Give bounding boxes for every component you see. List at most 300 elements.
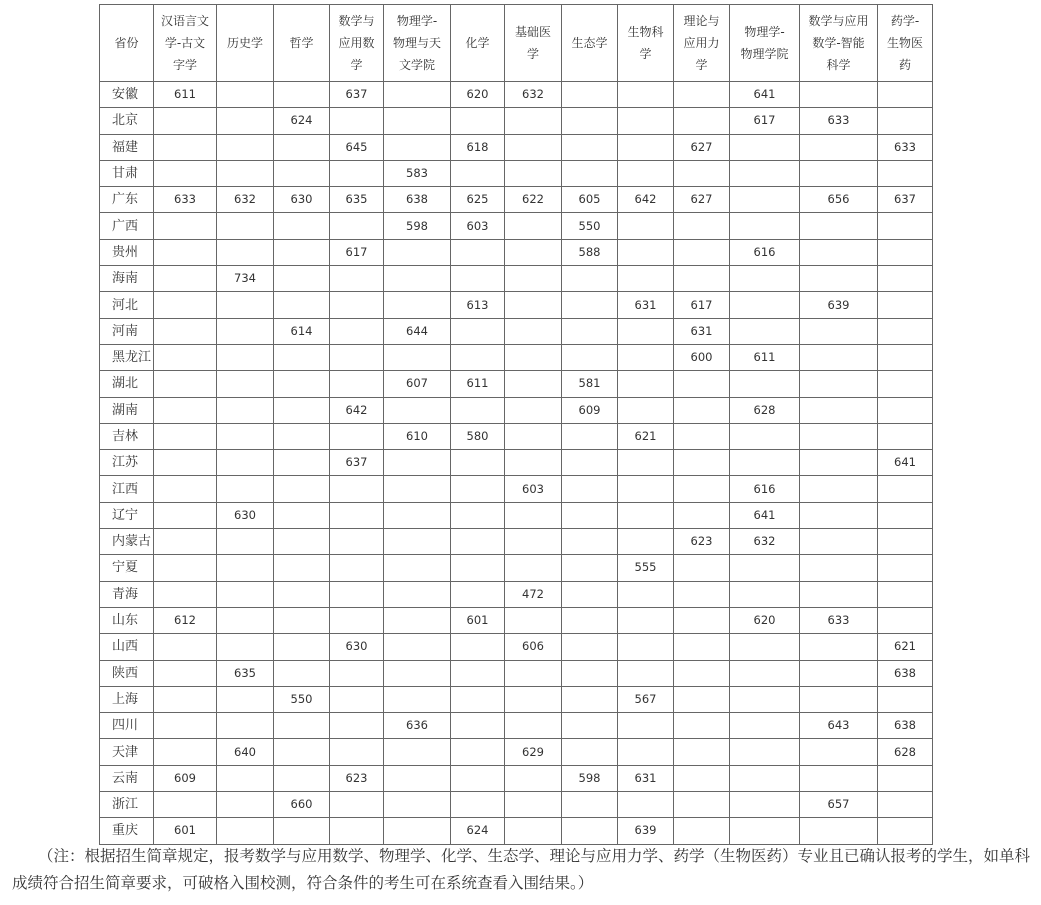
score-cell: 630 [217, 502, 274, 528]
score-cell [618, 213, 674, 239]
score-cell: 623 [674, 529, 730, 555]
column-header: 哲学 [274, 5, 330, 82]
score-cell: 550 [274, 686, 330, 712]
score-cell [330, 344, 384, 370]
score-cell [451, 160, 505, 186]
score-cell [330, 529, 384, 555]
score-cell [618, 660, 674, 686]
score-cell [274, 423, 330, 449]
score-cell: 641 [730, 82, 800, 108]
score-cell [384, 634, 451, 660]
score-cell [730, 450, 800, 476]
score-cell: 601 [154, 818, 217, 844]
score-cell: 631 [618, 765, 674, 791]
province-cell: 吉林 [100, 423, 154, 449]
score-cell [618, 713, 674, 739]
score-cell [154, 134, 217, 160]
score-cell [274, 239, 330, 265]
score-cell [562, 634, 618, 660]
table-row [100, 160, 933, 186]
score-cell [154, 266, 217, 292]
score-cell: 607 [384, 371, 451, 397]
score-cell [505, 765, 562, 791]
score-cell [505, 292, 562, 318]
score-cell: 633 [800, 108, 878, 134]
score-cell: 630 [274, 187, 330, 213]
table-row [100, 239, 933, 265]
score-cell [154, 529, 217, 555]
score-cell [674, 713, 730, 739]
score-cell: 628 [730, 397, 800, 423]
score-cell [384, 686, 451, 712]
table-row [100, 82, 933, 108]
table-row [100, 739, 933, 765]
province-cell: 黑龙江 [100, 344, 154, 370]
score-cell [800, 134, 878, 160]
score-cell [384, 581, 451, 607]
table-row [100, 371, 933, 397]
score-cell [800, 502, 878, 528]
province-cell: 上海 [100, 686, 154, 712]
score-cell [800, 686, 878, 712]
score-cell [562, 108, 618, 134]
score-cell: 620 [451, 82, 505, 108]
score-cell [330, 713, 384, 739]
score-cell [330, 266, 384, 292]
score-cell [618, 476, 674, 502]
score-cell: 632 [730, 529, 800, 555]
score-cell [618, 581, 674, 607]
score-cell [217, 108, 274, 134]
table-row [100, 765, 933, 791]
score-cell [384, 660, 451, 686]
score-cell [505, 686, 562, 712]
column-header: 物理学- 物理学院 [730, 5, 800, 82]
score-cell [274, 371, 330, 397]
score-cell: 611 [451, 371, 505, 397]
score-cell [878, 476, 933, 502]
score-cell [384, 397, 451, 423]
score-cell [674, 686, 730, 712]
score-cell [800, 660, 878, 686]
province-cell: 海南 [100, 266, 154, 292]
score-cell [451, 108, 505, 134]
score-cell [562, 792, 618, 818]
score-cell [562, 713, 618, 739]
score-cell [674, 213, 730, 239]
score-cell [800, 213, 878, 239]
score-cell [878, 108, 933, 134]
score-cell: 600 [674, 344, 730, 370]
score-cell [674, 660, 730, 686]
score-cell: 631 [618, 292, 674, 318]
score-cell [730, 765, 800, 791]
score-cell [730, 660, 800, 686]
score-cell [562, 607, 618, 633]
score-cell [451, 713, 505, 739]
score-cell [451, 634, 505, 660]
score-cell [800, 239, 878, 265]
table-row [100, 686, 933, 712]
score-cell [330, 318, 384, 344]
score-cell [562, 818, 618, 844]
score-cell [330, 686, 384, 712]
score-cell [154, 686, 217, 712]
score-cell [330, 502, 384, 528]
score-cell: 622 [505, 187, 562, 213]
score-cell [878, 239, 933, 265]
score-cell [730, 818, 800, 844]
score-cell: 645 [330, 134, 384, 160]
score-cell: 632 [217, 187, 274, 213]
score-cell: 610 [384, 423, 451, 449]
score-cell [330, 213, 384, 239]
score-cell [154, 160, 217, 186]
score-cell [674, 82, 730, 108]
score-cell [505, 344, 562, 370]
score-cell [217, 371, 274, 397]
province-cell: 天津 [100, 739, 154, 765]
score-cell [878, 82, 933, 108]
score-cell: 639 [800, 292, 878, 318]
score-cell [618, 634, 674, 660]
score-cell [217, 476, 274, 502]
score-cell [217, 555, 274, 581]
score-cell [274, 450, 330, 476]
score-cell [674, 397, 730, 423]
province-cell: 辽宁 [100, 502, 154, 528]
score-cell [330, 476, 384, 502]
score-cell [217, 713, 274, 739]
score-cell [384, 555, 451, 581]
score-cell [274, 765, 330, 791]
score-cell [505, 607, 562, 633]
score-cell [618, 792, 674, 818]
score-cell: 625 [451, 187, 505, 213]
column-header: 理论与 应用力 学 [674, 5, 730, 82]
score-cell [618, 134, 674, 160]
score-cell [217, 818, 274, 844]
province-cell: 湖北 [100, 371, 154, 397]
column-header: 基础医 学 [505, 5, 562, 82]
score-cell [878, 213, 933, 239]
score-cell [674, 239, 730, 265]
score-cell [274, 82, 330, 108]
score-cell [384, 450, 451, 476]
score-cell [674, 581, 730, 607]
score-cell [800, 634, 878, 660]
score-cell [274, 397, 330, 423]
score-cell [730, 581, 800, 607]
province-cell: 江苏 [100, 450, 154, 476]
score-cell [618, 450, 674, 476]
table-row [100, 423, 933, 449]
score-cell [878, 318, 933, 344]
score-cell [217, 82, 274, 108]
column-header: 数学与 应用数 学 [330, 5, 384, 82]
score-cell [878, 529, 933, 555]
province-cell: 陕西 [100, 660, 154, 686]
column-header: 化学 [451, 5, 505, 82]
score-cell [800, 450, 878, 476]
score-cell [878, 818, 933, 844]
score-cell [878, 607, 933, 633]
score-cell [274, 660, 330, 686]
score-cell [505, 213, 562, 239]
score-cell [674, 476, 730, 502]
score-cell [274, 476, 330, 502]
score-cell [217, 581, 274, 607]
score-cell [384, 266, 451, 292]
score-cell [562, 476, 618, 502]
score-cell [878, 581, 933, 607]
score-cell [800, 529, 878, 555]
province-cell: 重庆 [100, 818, 154, 844]
score-cell: 580 [451, 423, 505, 449]
province-cell: 浙江 [100, 792, 154, 818]
score-cell [674, 739, 730, 765]
score-cell [274, 713, 330, 739]
score-cell [730, 423, 800, 449]
score-cell [562, 344, 618, 370]
province-cell: 贵州 [100, 239, 154, 265]
score-cell: 631 [674, 318, 730, 344]
province-cell: 山东 [100, 607, 154, 633]
score-cell [800, 765, 878, 791]
score-cell [217, 634, 274, 660]
table-row [100, 266, 933, 292]
score-cell [451, 450, 505, 476]
province-cell: 山西 [100, 634, 154, 660]
score-cell [274, 818, 330, 844]
score-cell [330, 555, 384, 581]
score-cell [217, 765, 274, 791]
score-cell [384, 765, 451, 791]
score-cell [154, 108, 217, 134]
score-cell [800, 423, 878, 449]
score-cell [154, 318, 217, 344]
table-header-row [100, 5, 933, 82]
table-body [100, 82, 933, 845]
score-cell [674, 108, 730, 134]
score-cell [274, 739, 330, 765]
score-cell: 628 [878, 739, 933, 765]
province-cell: 广东 [100, 187, 154, 213]
score-cell: 603 [451, 213, 505, 239]
score-cell [505, 160, 562, 186]
score-cell [154, 502, 217, 528]
score-cell [451, 502, 505, 528]
score-cell [730, 134, 800, 160]
score-cell [674, 634, 730, 660]
score-cell [878, 266, 933, 292]
score-cell: 612 [154, 607, 217, 633]
score-cell [730, 713, 800, 739]
column-header: 汉语言文 学-古文 字学 [154, 5, 217, 82]
score-cell [505, 713, 562, 739]
score-cell [674, 607, 730, 633]
score-cell [217, 134, 274, 160]
score-cell: 614 [274, 318, 330, 344]
score-cell [330, 792, 384, 818]
score-cell [505, 371, 562, 397]
table-row [100, 134, 933, 160]
score-cell [451, 765, 505, 791]
table-row [100, 502, 933, 528]
score-cell [730, 792, 800, 818]
score-cell [505, 792, 562, 818]
score-cell [800, 476, 878, 502]
score-cell [217, 239, 274, 265]
score-cell [505, 502, 562, 528]
score-cell [154, 792, 217, 818]
score-cell [154, 344, 217, 370]
score-cell: 643 [800, 713, 878, 739]
province-cell: 湖南 [100, 397, 154, 423]
score-cell [274, 502, 330, 528]
score-cell [562, 739, 618, 765]
score-cell [384, 818, 451, 844]
score-cell [800, 581, 878, 607]
score-cell: 617 [730, 108, 800, 134]
score-cell [330, 423, 384, 449]
score-cell [384, 82, 451, 108]
score-cell [505, 108, 562, 134]
score-cell: 550 [562, 213, 618, 239]
score-cell: 611 [730, 344, 800, 370]
footnote: （注：根据招生简章规定，报考数学与应用数学、物理学、化学、生态学、理论与应用力学、药学（生物医药）专业且已确认报考的学生，如单科成绩符合招生简章要求，可破格入围校测，符合条件的考生可在系统查看入围结果。） [12, 847, 1031, 892]
score-cell [330, 607, 384, 633]
score-cell [562, 82, 618, 108]
score-cell [800, 318, 878, 344]
table-row [100, 555, 933, 581]
score-cell: 627 [674, 187, 730, 213]
score-cell: 657 [800, 792, 878, 818]
score-cell [330, 660, 384, 686]
score-cell [274, 160, 330, 186]
score-cell [505, 134, 562, 160]
score-cell [618, 108, 674, 134]
score-cell [505, 266, 562, 292]
score-cell [800, 555, 878, 581]
score-cell [384, 792, 451, 818]
score-cell [505, 423, 562, 449]
score-cell [674, 792, 730, 818]
score-cell [800, 818, 878, 844]
province-cell: 河北 [100, 292, 154, 318]
score-cell: 623 [330, 765, 384, 791]
score-cell [451, 239, 505, 265]
score-cell [154, 450, 217, 476]
score-cell [878, 792, 933, 818]
score-cell: 635 [217, 660, 274, 686]
score-cell [451, 344, 505, 370]
score-cell [562, 581, 618, 607]
score-cell [154, 713, 217, 739]
score-cell [800, 160, 878, 186]
score-cell [330, 108, 384, 134]
score-cell [800, 82, 878, 108]
score-cell [618, 607, 674, 633]
score-cell [274, 607, 330, 633]
province-cell: 江西 [100, 476, 154, 502]
score-cell [217, 344, 274, 370]
column-header: 药学- 生物医 药 [878, 5, 933, 82]
score-cell [878, 555, 933, 581]
score-cell [730, 371, 800, 397]
score-cell [451, 581, 505, 607]
score-cell [451, 266, 505, 292]
score-cell: 633 [800, 607, 878, 633]
score-cell: 644 [384, 318, 451, 344]
score-cell: 638 [878, 713, 933, 739]
score-cell: 637 [330, 450, 384, 476]
score-cell [274, 266, 330, 292]
score-cell [730, 686, 800, 712]
score-cell: 616 [730, 239, 800, 265]
province-cell: 北京 [100, 108, 154, 134]
admission-score-table [99, 4, 933, 845]
table-row [100, 187, 933, 213]
table-row [100, 292, 933, 318]
score-cell [154, 555, 217, 581]
score-cell: 636 [384, 713, 451, 739]
column-header: 生态学 [562, 5, 618, 82]
score-cell [674, 450, 730, 476]
score-cell: 472 [505, 581, 562, 607]
score-cell [217, 292, 274, 318]
score-cell [730, 634, 800, 660]
score-cell: 638 [878, 660, 933, 686]
score-cell [618, 344, 674, 370]
score-cell [154, 660, 217, 686]
score-cell [674, 371, 730, 397]
score-cell: 598 [562, 765, 618, 791]
score-cell [217, 686, 274, 712]
score-cell [274, 292, 330, 318]
score-cell: 627 [674, 134, 730, 160]
score-cell [217, 397, 274, 423]
province-cell: 四川 [100, 713, 154, 739]
score-cell [384, 108, 451, 134]
score-cell [878, 371, 933, 397]
score-cell [384, 739, 451, 765]
score-cell [878, 344, 933, 370]
score-cell [674, 765, 730, 791]
score-cell: 656 [800, 187, 878, 213]
score-cell [330, 739, 384, 765]
score-cell: 618 [451, 134, 505, 160]
score-cell [274, 555, 330, 581]
score-cell [674, 160, 730, 186]
table-row [100, 344, 933, 370]
score-cell [878, 292, 933, 318]
score-cell [674, 423, 730, 449]
score-cell [562, 555, 618, 581]
column-header: 历史学 [217, 5, 274, 82]
score-cell [674, 818, 730, 844]
score-cell: 583 [384, 160, 451, 186]
score-cell [618, 397, 674, 423]
score-cell: 621 [878, 634, 933, 660]
score-cell [730, 318, 800, 344]
score-cell [562, 502, 618, 528]
score-cell [800, 397, 878, 423]
score-cell: 624 [451, 818, 505, 844]
score-cell [154, 371, 217, 397]
score-cell [330, 160, 384, 186]
score-cell: 620 [730, 607, 800, 633]
